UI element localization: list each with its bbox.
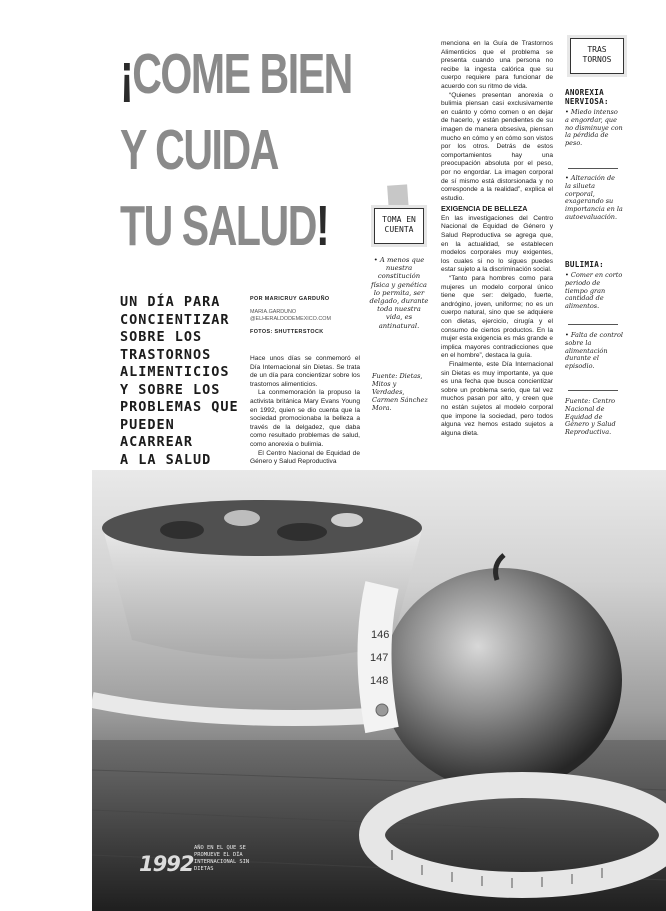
trastornos-title-2: TORNOS bbox=[582, 55, 612, 64]
title-line-1 bbox=[120, 36, 352, 112]
toma-title-2: CUENTA bbox=[384, 225, 414, 234]
body-paragraph: “Tanto para hombres como para mujeres un modelo corporal único tiene que ser: delgado, fuerte, andrógino, joven, uniforme; no es un cuerpo natural, sino que se adquiere con dietas, ejercicio, cirugía y el consumo de ciertos productos. En la mujer esta exigencia es más grande e implica mayores contradicciones que en el hombre”, destaca la guía. bbox=[441, 275, 553, 360]
author-name: POR MARICRUY GARDUÑO bbox=[250, 296, 330, 302]
body-paragraph: Hace unos días se conmemoró el Día Internacional sin Dietas. Se trata de un día para concientizar sobre los trastornos alimenticios. bbox=[250, 355, 360, 388]
toma-title-1: TOMA EN bbox=[382, 215, 416, 224]
title-line-3 bbox=[120, 188, 329, 264]
toma-tip-text: • A menos que nuestra constitución física y genética lo permita, ser delgado, durante toda nuestra vida, es antinatural. bbox=[369, 256, 429, 330]
subtitle-line: PUEDEN ACARREAR bbox=[120, 416, 194, 450]
trastornos-source: Fuente: Centro Nacional de Equidad de Género y Salud Reproductiva. bbox=[565, 397, 616, 437]
bulimia-item-1: • Comer en corto periodo de tiempo gran cantidad de alimentos. bbox=[565, 271, 623, 311]
subtitle-line: CONCIENTIZAR bbox=[120, 311, 230, 328]
body-paragraph: Finalmente, este Día Internacional sin Dietas es muy importante, ya que es una fecha que busca concientizar sobre un problema serio, que tal vez muchos pasan por alto, y creen que no están sujetos al modelo corporal que impone la sociedad, pero todos alguna vez hemos estado sujetos a alguna dieta. bbox=[441, 360, 553, 437]
section-heading: EXIGENCIA DE BELLEZA bbox=[441, 204, 528, 214]
trastornos-title-1: TRAS bbox=[587, 45, 607, 54]
trastornos-sidebar bbox=[560, 30, 666, 470]
anorexia-item-2: • Alteración de la silueta corporal, exagerando su importancia en la autoevaluación. bbox=[565, 174, 623, 221]
author-email[interactable]: MARIA.GARDUNO bbox=[250, 309, 297, 315]
apple bbox=[382, 568, 622, 792]
tape-number-146: 146 bbox=[371, 629, 390, 641]
divider bbox=[568, 324, 618, 325]
bulimia-heading: BULIMIA: bbox=[565, 260, 604, 269]
body-column-2 bbox=[441, 40, 553, 438]
photo-credit: FOTOS: SHUTTERSTOCK bbox=[250, 329, 324, 335]
title-text-3: TU SALUD bbox=[120, 194, 316, 258]
subtitle-line: UN DÍA PARA bbox=[120, 294, 221, 310]
bulimia-item-2: • Falta de control sobre la alimentación durante el episodio. bbox=[565, 331, 624, 371]
body-paragraph: La conmemoración la propuso la activista británica Mary Evans Young en 1992, quien se dio cuenta que la sociedad promocionaba la belleza a través de la delgadez, que daba como resultado problemas de salud, como anorexia o bulimia. bbox=[250, 389, 360, 448]
tape-number-148: 148 bbox=[370, 675, 389, 687]
anorexia-section bbox=[565, 88, 623, 148]
title-line-2: Y CUIDA bbox=[120, 118, 278, 182]
title-text-1: COME BIEN bbox=[132, 42, 352, 106]
toma-en-cuenta-box bbox=[374, 208, 424, 244]
anorexia-heading: ANOREXIA NERVIOSA: bbox=[565, 88, 609, 106]
tape-eyelet bbox=[376, 704, 388, 716]
body-paragraph: El Centro Nacional de Equidad de Género y Salud Reproductiva bbox=[250, 449, 360, 466]
year-caption: AÑO EN EL QUE SE PROMUEVE EL DÍA INTERNACIONAL SIN DIETAS bbox=[194, 845, 250, 872]
article-subtitle bbox=[120, 294, 250, 469]
photo-illustration bbox=[92, 470, 666, 911]
subtitle-line: A LA SALUD bbox=[120, 451, 212, 468]
author-handle[interactable]: @ELHERALDODEMEXICO.COM bbox=[250, 316, 331, 322]
title-close-exclamation: ! bbox=[315, 194, 329, 258]
trastornos-box bbox=[570, 38, 624, 74]
article-title bbox=[120, 36, 352, 264]
apple-tape-photo bbox=[92, 470, 666, 911]
divider bbox=[568, 168, 618, 169]
subtitle-line: TRASTORNOS bbox=[120, 346, 212, 363]
body-column-1 bbox=[250, 355, 360, 467]
body-paragraph: En las investigaciones del Centro Nacional de Equidad de Género y Salud Reproductiva se agrega que, en la actualidad, se establecen modelos corporales muy exigentes, los cuales si no lo sigues puedes estar sujeto a la discriminación social. bbox=[441, 214, 553, 274]
anorexia-item-1: • Miedo intenso a engordar, que no disminuye con la pérdida de peso. bbox=[565, 108, 623, 148]
subtitle-line: Y SOBRE LOS bbox=[120, 381, 221, 398]
tape-number-147: 147 bbox=[370, 652, 389, 664]
year-callout: 1992 bbox=[139, 852, 194, 876]
subtitle-line: PROBLEMAS QUE bbox=[120, 399, 239, 415]
body-paragraph: “Quienes presentan anorexia o bulimia piensan casi exclusivamente en cuánto y cómo comen o en dejar de hacerlo, y están pendientes de su imagen de manera obsesiva, piensan mucho en cómo y en cómo son vistos por los otros. Detrás de estos comportamientos hay una preocupación absoluta por el peso, por no engordar. La imagen corporal de sí mismo está distorsionada y no corresponde a la realidad”, explica el estudio. bbox=[441, 91, 553, 202]
byline bbox=[250, 296, 360, 336]
bulimia-section bbox=[565, 260, 623, 311]
subtitle-line: ALIMENTICIOS bbox=[120, 364, 230, 380]
title-open-exclamation: ¡ bbox=[120, 42, 133, 106]
subtitle-line: SOBRE LOS bbox=[120, 329, 203, 345]
divider bbox=[568, 390, 618, 391]
toma-source: Fuente: Dietas, Mitos y Verdades, Carmen Sánchez Mora. bbox=[372, 372, 428, 412]
body-paragraph: menciona en la Guía de Trastornos Alimenticios que el problema se presenta cuando una persona no recibe la ingesta calórica que su cuerpo requiere para funcionar de acuerdo con su ritmo de vida. bbox=[441, 40, 553, 90]
